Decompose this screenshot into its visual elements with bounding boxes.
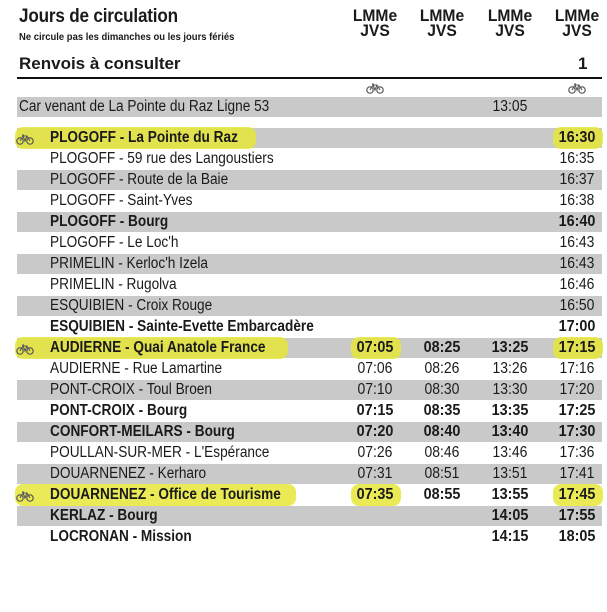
stop-name: PLOGOFF - Route de la Baie bbox=[50, 171, 229, 188]
stop-name: PRIMELIN - Kerloc'h Izela bbox=[50, 255, 209, 272]
time-cell: 17:41 bbox=[559, 465, 595, 482]
time-cell: 14:15 bbox=[491, 528, 529, 545]
time-cell: 13:26 bbox=[492, 360, 528, 377]
column-days: LMMe bbox=[487, 6, 533, 25]
stop-name: DOUARNENEZ - Office de Tourisme bbox=[50, 486, 281, 503]
stop-row bbox=[17, 170, 602, 190]
time-cell: 17:15 bbox=[558, 339, 596, 356]
stop-row bbox=[17, 338, 602, 358]
stop-row bbox=[17, 254, 602, 274]
connection-row bbox=[17, 97, 602, 117]
time-cell: 16:43 bbox=[559, 234, 595, 251]
stop-name: PLOGOFF - Bourg bbox=[50, 213, 169, 230]
stop-name: PLOGOFF - 59 rue des Langoustiers bbox=[50, 150, 274, 167]
stop-row bbox=[17, 359, 602, 379]
column-header-1 bbox=[347, 8, 402, 38]
time-cell: 13:30 bbox=[492, 381, 528, 398]
time-cell: 08:46 bbox=[424, 444, 460, 461]
column-days-2: JVS bbox=[427, 21, 457, 40]
page-title: Jours de circulation bbox=[19, 6, 178, 27]
time-cell: 13:35 bbox=[491, 402, 529, 419]
time-cell: 08:40 bbox=[423, 423, 461, 440]
stop-row bbox=[17, 485, 602, 505]
time-cell: 13:55 bbox=[491, 486, 529, 503]
stop-name: PLOGOFF - Saint-Yves bbox=[50, 192, 193, 209]
stop-name: ESQUIBIEN - Croix Rouge bbox=[50, 297, 213, 314]
bicycle-icon bbox=[16, 489, 34, 501]
time-cell: 17:25 bbox=[558, 402, 596, 419]
stop-name: POULLAN-SUR-MER - L'Espérance bbox=[50, 444, 270, 461]
column-days: LMMe bbox=[352, 6, 398, 25]
time-cell: 08:55 bbox=[423, 486, 461, 503]
column-header-3 bbox=[482, 8, 537, 38]
time-cell: 07:20 bbox=[356, 423, 394, 440]
time-cell: 07:05 bbox=[356, 339, 394, 356]
renvois-label: Renvois à consulter bbox=[19, 54, 181, 73]
time-cell: 07:10 bbox=[357, 381, 393, 398]
bicycle-icon bbox=[16, 342, 34, 354]
bicycle-icon bbox=[568, 81, 586, 93]
time-cell: 17:45 bbox=[558, 486, 596, 503]
time-cell: 08:30 bbox=[424, 381, 460, 398]
time-cell: 08:26 bbox=[424, 360, 460, 377]
time-cell: 13:40 bbox=[491, 423, 529, 440]
stop-name: LOCRONAN - Mission bbox=[50, 528, 192, 545]
time-cell: 08:25 bbox=[423, 339, 461, 356]
stop-row bbox=[17, 422, 602, 442]
column-header-4 bbox=[549, 8, 604, 38]
renvois-value: 1 bbox=[578, 54, 588, 73]
stop-row bbox=[17, 401, 602, 421]
time-cell: 13:51 bbox=[492, 465, 528, 482]
stop-row bbox=[17, 212, 602, 232]
stop-row bbox=[17, 233, 602, 253]
column-header-2 bbox=[414, 8, 469, 38]
stop-row bbox=[17, 443, 602, 463]
connection-label: Car venant de La Pointe du Raz Ligne 53 bbox=[19, 98, 270, 115]
column-days: LMMe bbox=[419, 6, 465, 25]
stop-name: PLOGOFF - La Pointe du Raz bbox=[50, 129, 238, 146]
time-cell: 16:35 bbox=[559, 150, 595, 167]
bicycle-icon bbox=[366, 81, 384, 93]
time-cell: 17:00 bbox=[558, 318, 596, 335]
time-cell: 17:16 bbox=[559, 360, 595, 377]
time-cell: 14:05 bbox=[491, 507, 529, 524]
stop-row bbox=[17, 506, 602, 526]
time-cell: 17:20 bbox=[559, 381, 595, 398]
stop-row bbox=[17, 128, 602, 148]
time-cell: 07:35 bbox=[356, 486, 394, 503]
page-subtitle: Ne circule pas les dimanches ou les jours fériés bbox=[19, 31, 235, 43]
time-cell: 16:50 bbox=[559, 297, 595, 314]
time-cell: 17:36 bbox=[559, 444, 595, 461]
time-cell: 08:51 bbox=[424, 465, 460, 482]
stop-row bbox=[17, 527, 602, 547]
bicycle-icon bbox=[16, 132, 34, 144]
stop-name: AUDIERNE - Rue Lamartine bbox=[50, 360, 223, 377]
time-cell: 13:05 bbox=[492, 98, 528, 115]
time-cell: 16:38 bbox=[559, 192, 595, 209]
stop-name: PLOGOFF - Le Loc'h bbox=[50, 234, 179, 251]
time-cell: 07:06 bbox=[357, 360, 393, 377]
stop-row bbox=[17, 464, 602, 484]
stop-name: KERLAZ - Bourg bbox=[50, 507, 158, 524]
time-cell: 07:26 bbox=[357, 444, 393, 461]
stop-row bbox=[17, 275, 602, 295]
stop-row bbox=[17, 149, 602, 169]
column-days: LMMe bbox=[554, 6, 600, 25]
time-cell: 16:43 bbox=[559, 255, 595, 272]
stop-name: DOUARNENEZ - Kerharo bbox=[50, 465, 207, 482]
column-days-2: JVS bbox=[360, 21, 390, 40]
stop-name: PONT-CROIX - Bourg bbox=[50, 402, 188, 419]
stop-row bbox=[17, 380, 602, 400]
time-cell: 16:37 bbox=[559, 171, 595, 188]
time-cell: 16:40 bbox=[558, 213, 596, 230]
column-days-2: JVS bbox=[495, 21, 525, 40]
time-cell: 07:15 bbox=[356, 402, 394, 419]
stop-name: PONT-CROIX - Toul Broen bbox=[50, 381, 212, 398]
stop-name: ESQUIBIEN - Sainte-Evette Embarcadère bbox=[50, 318, 314, 335]
time-cell: 17:55 bbox=[558, 507, 596, 524]
header-divider bbox=[17, 77, 602, 79]
time-cell: 08:35 bbox=[423, 402, 461, 419]
stop-name: CONFORT-MEILARS - Bourg bbox=[50, 423, 235, 440]
stop-name: AUDIERNE - Quai Anatole France bbox=[50, 339, 266, 356]
stop-name: PRIMELIN - Rugolva bbox=[50, 276, 177, 293]
time-cell: 16:46 bbox=[559, 276, 595, 293]
time-cell: 07:31 bbox=[357, 465, 393, 482]
time-cell: 17:30 bbox=[558, 423, 596, 440]
time-cell: 13:46 bbox=[492, 444, 528, 461]
time-cell: 18:05 bbox=[558, 528, 596, 545]
stop-row bbox=[17, 317, 602, 337]
time-cell: 16:30 bbox=[558, 129, 596, 146]
stop-row bbox=[17, 191, 602, 211]
stop-row bbox=[17, 296, 602, 316]
time-cell: 13:25 bbox=[491, 339, 529, 356]
column-days-2: JVS bbox=[562, 21, 592, 40]
